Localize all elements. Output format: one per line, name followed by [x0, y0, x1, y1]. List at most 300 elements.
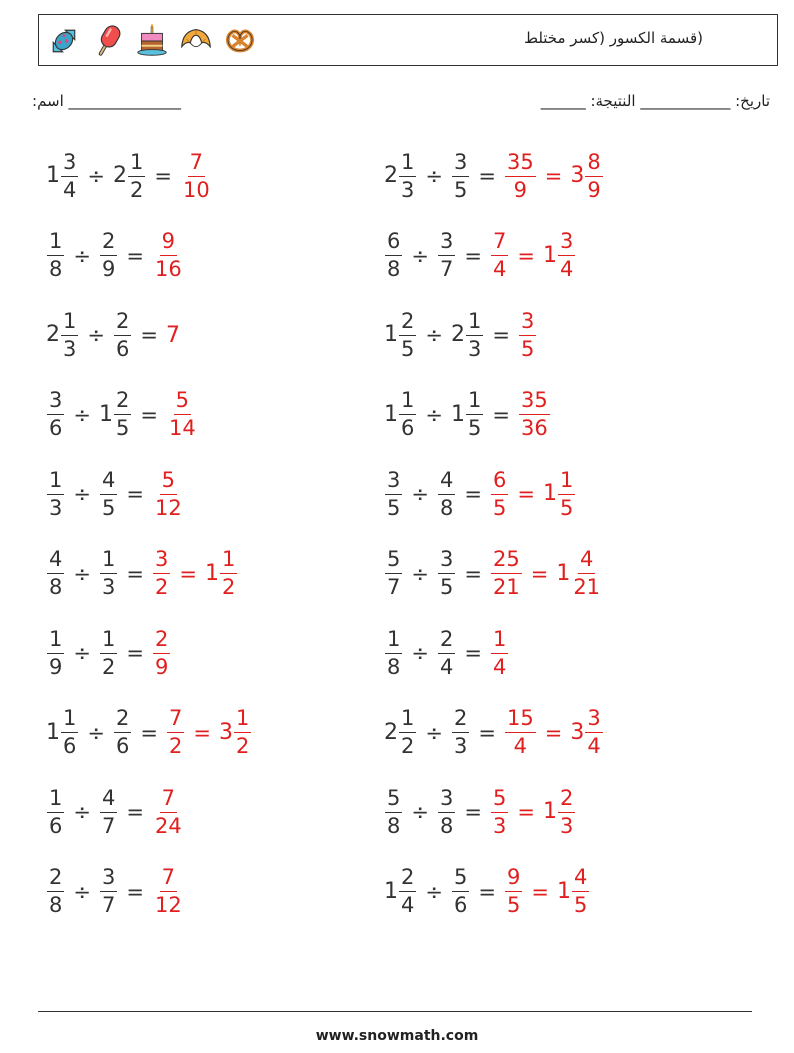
fraction [399, 867, 416, 916]
answer-value [542, 785, 576, 838]
equals-sign: = [140, 402, 158, 427]
fraction [114, 708, 131, 757]
dividend [46, 467, 65, 520]
divisor [451, 867, 470, 916]
numerator: 5 [385, 788, 402, 813]
divisor [99, 549, 118, 598]
divide-sign: ÷ [425, 402, 443, 427]
denominator: 3 [492, 813, 507, 838]
dividend [384, 149, 417, 202]
fraction [153, 549, 170, 598]
answer-value [504, 149, 537, 202]
denominator: 2 [235, 734, 250, 758]
divisor [437, 231, 456, 280]
fraction [181, 149, 212, 202]
whole-number: 2 [384, 163, 398, 188]
fraction [47, 549, 64, 598]
denominator: 3 [49, 495, 63, 520]
denominator: 3 [63, 336, 77, 361]
answer-value [518, 308, 537, 361]
fraction [438, 231, 455, 280]
equals-sign: = [544, 720, 563, 745]
equals-sign: = [126, 561, 144, 586]
whole-number: 1 [204, 560, 219, 586]
equals-sign: = [126, 482, 144, 506]
equals-sign: = [179, 561, 197, 586]
numerator: 3 [438, 549, 455, 574]
divide-sign: ÷ [87, 164, 105, 188]
name-field-line: :اسم _______________ [32, 92, 182, 110]
cake-icon [133, 22, 171, 60]
denominator: 4 [559, 257, 574, 281]
numerator: 4 [47, 549, 64, 574]
divide-sign: ÷ [73, 561, 91, 586]
answer [490, 785, 576, 838]
fraction [61, 708, 78, 757]
divide-sign: ÷ [411, 641, 429, 665]
whole-number: 7 [165, 322, 180, 348]
numerator: 3 [585, 708, 602, 733]
divisor [99, 390, 132, 439]
answer [504, 867, 590, 916]
equals-sign: = [517, 800, 535, 824]
numerator: 2 [100, 231, 117, 256]
divide-sign: ÷ [73, 482, 91, 506]
denominator: 3 [559, 813, 574, 838]
numerator: 2 [399, 867, 416, 892]
divide-sign: ÷ [73, 800, 91, 824]
fraction [234, 708, 251, 757]
divide-sign: ÷ [411, 482, 429, 506]
numerator: 7 [160, 788, 177, 813]
equals-sign: = [464, 641, 482, 665]
fraction [100, 785, 117, 838]
fraction [47, 231, 64, 280]
divide-sign: ÷ [411, 800, 429, 824]
fraction [399, 149, 416, 202]
denominator: 2 [401, 734, 415, 758]
denominator: 9 [587, 177, 601, 202]
numerator: 1 [61, 311, 78, 336]
divide-sign: ÷ [425, 323, 443, 347]
fraction [100, 626, 117, 679]
numerator: 1 [100, 549, 117, 574]
fraction [167, 708, 184, 757]
divide-sign: ÷ [73, 879, 91, 904]
whole-number: 2 [46, 322, 60, 347]
numerator: 5 [174, 390, 191, 415]
answer [180, 149, 213, 202]
answer [518, 308, 537, 361]
fraction [438, 785, 455, 838]
problem-7 [46, 385, 199, 445]
fraction [385, 549, 402, 598]
fraction [128, 149, 145, 202]
problem-17 [46, 782, 185, 842]
divisor [99, 626, 118, 679]
fraction [153, 867, 184, 916]
numerator: 35 [505, 152, 536, 177]
numerator: 9 [160, 231, 177, 256]
numerator: 2 [452, 708, 469, 733]
divisor [99, 785, 118, 838]
denominator: 5 [559, 495, 574, 520]
fraction [558, 785, 575, 838]
denominator: 9 [513, 177, 528, 202]
denominator: 5 [520, 336, 535, 361]
fraction [571, 549, 602, 598]
fraction [100, 231, 117, 280]
denominator: 2 [168, 734, 183, 758]
fraction [438, 467, 455, 520]
denominator: 10 [182, 177, 210, 202]
fraction [438, 549, 455, 598]
answer [490, 626, 509, 679]
denominator: 12 [154, 495, 182, 520]
fraction [47, 467, 64, 520]
numerator: 1 [128, 152, 145, 177]
fraction [153, 626, 170, 679]
denominator: 6 [401, 416, 415, 440]
dividend [46, 708, 79, 757]
fraction [466, 390, 483, 439]
denominator: 6 [115, 336, 130, 361]
numerator: 25 [491, 549, 522, 574]
fraction [385, 467, 402, 520]
answer-value [504, 867, 523, 916]
numerator: 1 [47, 788, 64, 813]
numerator: 8 [585, 152, 602, 177]
dividend [384, 867, 417, 916]
whole-number: 1 [542, 242, 557, 268]
numerator: 1 [47, 470, 64, 495]
fraction [47, 785, 64, 838]
answer-value [166, 708, 185, 757]
candy-icon [45, 22, 83, 60]
denominator: 5 [401, 336, 415, 361]
denominator: 9 [101, 257, 116, 281]
answer-value [152, 867, 185, 916]
denominator: 8 [387, 813, 401, 838]
denominator: 5 [387, 495, 401, 520]
answer [490, 467, 576, 520]
whole-number: 3 [570, 719, 585, 745]
dividend [384, 390, 417, 439]
fraction [114, 308, 131, 361]
denominator: 7 [101, 893, 116, 917]
denominator: 5 [115, 416, 130, 440]
dividend [46, 549, 65, 598]
fraction [491, 785, 508, 838]
fraction [385, 231, 402, 280]
answer [166, 708, 252, 757]
numerator: 5 [452, 867, 469, 892]
dividend [384, 308, 417, 361]
equals-sign: = [126, 641, 144, 665]
fraction [505, 708, 536, 757]
equals-sign: = [544, 164, 563, 188]
denominator: 5 [492, 495, 507, 520]
problem-5 [46, 305, 180, 365]
numerator: 3 [61, 152, 78, 177]
answer-value [152, 549, 171, 598]
numerator: 3 [558, 231, 575, 256]
problem-2 [384, 146, 604, 206]
problem-12 [384, 544, 603, 604]
equals-sign: = [492, 323, 510, 347]
answer-value [490, 467, 509, 520]
denominator: 2 [101, 654, 116, 679]
denominator: 8 [387, 654, 401, 679]
worksheet-header [38, 14, 778, 66]
equals-sign: = [193, 720, 211, 745]
answer [166, 323, 180, 348]
fraction [399, 390, 416, 439]
divide-sign: ÷ [425, 720, 443, 745]
problem-14 [384, 623, 509, 683]
divide-sign: ÷ [87, 323, 105, 347]
problem-6 [384, 305, 537, 365]
divisor [99, 231, 118, 280]
whole-number: 1 [384, 401, 398, 427]
denominator: 4 [492, 257, 507, 281]
equals-sign: = [126, 800, 144, 824]
numerator: 4 [438, 470, 455, 495]
numerator: 4 [100, 788, 117, 813]
numerator: 3 [47, 390, 64, 415]
problem-3 [46, 226, 185, 286]
denominator: 5 [101, 495, 116, 520]
fraction [505, 867, 522, 916]
denominator: 21 [573, 575, 601, 599]
denominator: 12 [154, 893, 182, 917]
answer-value [543, 231, 576, 280]
numerator: 3 [438, 788, 455, 813]
equals-sign: = [140, 720, 158, 745]
dividend [384, 549, 403, 598]
answer-value [219, 708, 252, 757]
divisor [451, 390, 484, 439]
numerator: 2 [399, 311, 416, 336]
denominator: 6 [115, 734, 130, 758]
dividend [46, 626, 65, 679]
answer-value [542, 467, 576, 520]
fraction [491, 549, 522, 598]
numerator: 3 [100, 867, 117, 892]
answer-value [490, 626, 509, 679]
answer-value [152, 785, 185, 838]
answer [152, 231, 185, 280]
fraction [385, 626, 402, 679]
problem-8 [384, 385, 551, 445]
fraction [385, 785, 402, 838]
worksheet-title: (قسمة الكسور (كسر مختلط [524, 29, 703, 47]
whole-number: 2 [112, 163, 127, 188]
fraction [61, 308, 78, 361]
numerator: 4 [572, 867, 589, 892]
footer-url: www.snowmath.com [315, 1028, 479, 1044]
whole-number: 1 [46, 163, 60, 188]
dividend [46, 785, 65, 838]
denominator: 7 [101, 813, 116, 838]
fraction [100, 467, 117, 520]
fraction [585, 708, 602, 757]
numerator: 7 [491, 231, 508, 256]
numerator: 1 [61, 708, 78, 733]
numerator: 2 [114, 390, 131, 415]
problem-18 [384, 782, 576, 842]
problem-20 [384, 862, 590, 922]
numerator: 1 [220, 549, 237, 574]
problem-16 [384, 703, 604, 763]
numerator: 7 [188, 152, 205, 177]
fraction [47, 867, 64, 916]
numerator: 5 [160, 470, 177, 495]
denominator: 4 [513, 734, 528, 758]
whole-number: 2 [450, 322, 465, 347]
denominator: 3 [467, 336, 482, 361]
denominator: 9 [154, 654, 169, 679]
denominator: 4 [63, 177, 77, 202]
numerator: 5 [385, 549, 402, 574]
fraction [491, 626, 508, 679]
fraction [491, 231, 508, 280]
denominator: 24 [154, 813, 182, 838]
numerator: 3 [153, 549, 170, 574]
header-icons [45, 19, 259, 63]
problem-10 [384, 464, 576, 524]
fraction [438, 626, 455, 679]
whole-number: 3 [570, 163, 585, 188]
denominator: 6 [49, 813, 63, 838]
equals-sign: = [517, 243, 535, 268]
divisor [437, 785, 456, 838]
denominator: 6 [49, 416, 63, 440]
numerator: 3 [519, 311, 536, 336]
whole-number: 1 [542, 481, 557, 506]
numerator: 3 [385, 470, 402, 495]
fraction [585, 149, 602, 202]
answer-value [166, 390, 199, 439]
equals-sign: = [464, 800, 482, 824]
fraction [505, 149, 536, 202]
equals-sign: = [478, 164, 496, 188]
denominator: 5 [453, 177, 468, 202]
dividend [384, 626, 403, 679]
date-score-line: ______ :تاريخ: ____________ النتيجة [540, 92, 770, 110]
denominator: 3 [101, 575, 116, 599]
answer-value [180, 149, 213, 202]
equals-sign: = [530, 561, 549, 586]
divisor [437, 467, 456, 520]
numerator: 6 [385, 231, 402, 256]
equals-sign: = [531, 879, 549, 904]
answer [152, 785, 185, 838]
answer-value [556, 549, 603, 598]
problem-1 [46, 146, 213, 206]
fraction [399, 308, 416, 361]
divisor [451, 149, 470, 202]
numerator: 1 [399, 708, 416, 733]
equals-sign: = [478, 720, 496, 745]
numerator: 2 [558, 788, 575, 813]
denominator: 9 [49, 654, 63, 679]
denominator: 5 [439, 575, 454, 599]
pretzel-icon [221, 22, 259, 60]
denominator: 2 [129, 177, 144, 202]
answer-value [490, 231, 509, 280]
fraction [167, 390, 198, 439]
divide-sign: ÷ [425, 164, 443, 188]
denominator: 8 [49, 257, 63, 281]
denominator: 2 [154, 575, 169, 599]
problem-15 [46, 703, 252, 763]
dividend [46, 390, 65, 439]
numerator: 1 [100, 629, 117, 654]
answer-value [490, 549, 523, 598]
answer-value [557, 867, 590, 916]
popsicle-icon [89, 22, 127, 60]
numerator: 2 [114, 311, 131, 336]
divisor [437, 626, 456, 679]
fraction [100, 549, 117, 598]
fraction [491, 467, 508, 520]
answer-value [152, 626, 171, 679]
fraction [519, 308, 536, 361]
fraction [452, 149, 469, 202]
divide-sign: ÷ [73, 402, 91, 427]
dividend [384, 231, 403, 280]
divisor [113, 308, 132, 361]
divisor [451, 708, 470, 757]
whole-number: 1 [450, 401, 465, 427]
dividend [46, 149, 79, 202]
fraction [558, 231, 575, 280]
problem-9 [46, 464, 185, 524]
numerator: 2 [438, 629, 455, 654]
denominator: 16 [154, 257, 182, 281]
divide-sign: ÷ [73, 243, 91, 268]
answer-value [518, 390, 551, 439]
numerator: 15 [505, 708, 536, 733]
equals-sign: = [154, 164, 172, 188]
dividend [46, 867, 65, 916]
answer [490, 549, 603, 598]
whole-number: 1 [556, 560, 571, 586]
numerator: 1 [47, 231, 64, 256]
fraction [452, 708, 469, 757]
answer [490, 231, 576, 280]
problem-11 [46, 544, 238, 604]
answer [504, 708, 604, 757]
denominator: 3 [453, 734, 468, 758]
equals-sign: = [140, 323, 158, 347]
denominator: 8 [439, 495, 454, 520]
croissant-icon [177, 22, 215, 60]
denominator: 2 [221, 575, 236, 599]
denominator: 3 [401, 177, 415, 202]
numerator: 2 [114, 708, 131, 733]
dividend [46, 308, 79, 361]
numerator: 1 [47, 629, 64, 654]
divide-sign: ÷ [425, 879, 443, 904]
denominator: 8 [49, 575, 63, 599]
dividend [384, 467, 403, 520]
denominator: 7 [387, 575, 401, 599]
fraction [153, 785, 184, 838]
whole-number: 1 [542, 799, 557, 824]
numerator: 1 [234, 708, 251, 733]
